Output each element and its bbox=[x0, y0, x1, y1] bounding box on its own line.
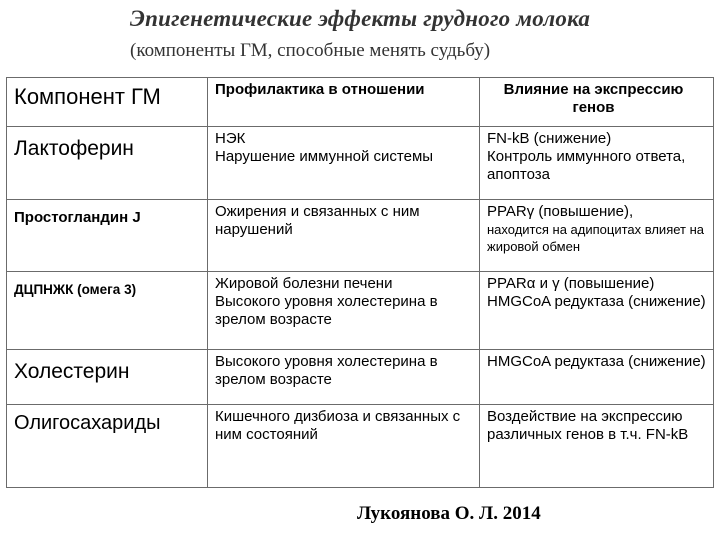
expression-cell bbox=[480, 350, 714, 405]
expression-line: находится на адипоцитах влияет на жировой обмен bbox=[487, 222, 705, 254]
prevention-line: Ожирения и связанных с ним нарушений bbox=[215, 203, 420, 238]
header-cell-component: Компонент ГМ bbox=[7, 78, 208, 127]
page-subtitle: (компоненты ГМ, способные менять судьбу) bbox=[130, 40, 491, 61]
prevention-cell bbox=[208, 272, 480, 350]
table-row bbox=[7, 350, 714, 405]
prevention-cell bbox=[208, 405, 480, 488]
prevention-line: Жировой болезни печени bbox=[215, 275, 393, 292]
table-row bbox=[7, 200, 714, 272]
prevention-line: Высокого уровня холестерина в зрелом возрасте bbox=[215, 353, 438, 388]
expression-line: Воздействие на экспрессию различных генов в т.ч. FN-kB bbox=[487, 408, 689, 443]
prevention-cell bbox=[208, 350, 480, 405]
table-row bbox=[7, 127, 714, 200]
expression-line: HMGCoA редуктаза (снижение) bbox=[487, 293, 706, 310]
table-row bbox=[7, 272, 714, 350]
prevention-cell bbox=[208, 127, 480, 200]
component-cell: Олигосахариды bbox=[7, 405, 208, 488]
expression-line: PPARα и γ (повышение) bbox=[487, 275, 655, 292]
table-container bbox=[6, 77, 714, 488]
expression-line: PPARγ (повышение), bbox=[487, 203, 634, 220]
page-title: Эпигенетические эффекты грудного молока bbox=[129, 6, 591, 31]
prevention-line: Высокого уровня холестерина в зрелом возрасте bbox=[215, 293, 438, 328]
table-row bbox=[7, 405, 714, 488]
prevention-line: НЭК bbox=[215, 130, 246, 147]
expression-cell bbox=[480, 200, 714, 272]
author-credit: Лукоянова О. Л. 2014 bbox=[357, 503, 541, 524]
header-cell-prevention: Профилактика в отношении bbox=[208, 78, 480, 127]
component-cell: Лактоферин bbox=[7, 127, 208, 200]
header-cell-expression: Влияние на экспрессию генов bbox=[480, 78, 714, 127]
epigenetic-effects-table bbox=[6, 77, 714, 488]
component-cell: ДЦПНЖК (омега 3) bbox=[7, 272, 208, 350]
prevention-line: Нарушение иммунной системы bbox=[215, 148, 434, 165]
component-cell: Простогландин J bbox=[7, 200, 208, 272]
expression-cell bbox=[480, 272, 714, 350]
expression-line: FN-kB (снижение) bbox=[487, 130, 612, 147]
prevention-line: Кишечного дизбиоза и связанных с ним состояний bbox=[215, 408, 461, 443]
expression-line: Контроль иммунного ответа, апоптоза bbox=[487, 148, 686, 183]
expression-cell bbox=[480, 405, 714, 488]
prevention-cell bbox=[208, 200, 480, 272]
component-cell: Холестерин bbox=[7, 350, 208, 405]
table-header-row bbox=[7, 78, 714, 127]
expression-line: HMGCoA редуктаза (снижение) bbox=[487, 353, 706, 370]
expression-cell bbox=[480, 127, 714, 200]
